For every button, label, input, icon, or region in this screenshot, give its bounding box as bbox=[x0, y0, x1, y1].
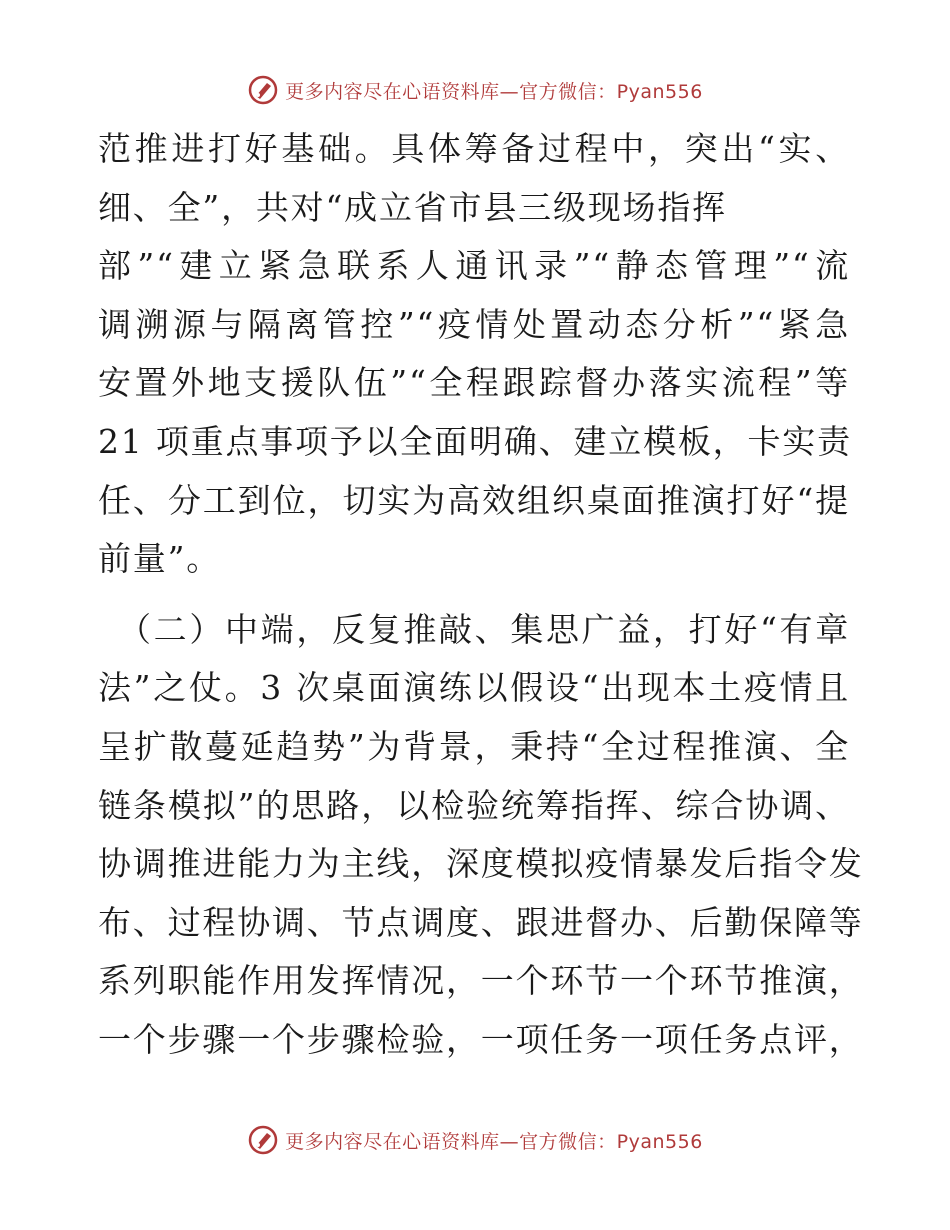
text-line: 协调推进能力为主线，深度模拟疫情暴发后指令发 bbox=[98, 844, 864, 884]
pen-nib-circle-icon bbox=[247, 74, 279, 106]
text-line: 布、过程协调、节点调度、跟进督办、后勤保障等 bbox=[98, 902, 864, 942]
document-body bbox=[98, 120, 864, 1070]
text-line: 一个步骤一个步骤检验，一项任务一项任务点评， bbox=[98, 1019, 864, 1059]
text-line: 前量”。 bbox=[98, 539, 222, 579]
text-line: 细、全”，共对“成立省市县三级现场指挥 bbox=[98, 187, 727, 227]
footer-watermark bbox=[0, 1124, 950, 1156]
text-line: （二）中端，反复推敲、集思广益，打好“有章 bbox=[118, 609, 850, 649]
text-line: 系列职能作用发挥情况，一个环节一个环节推演， bbox=[98, 961, 864, 1001]
text-line: 链条模拟”的思路，以检验统筹指挥、综合协调、 bbox=[98, 785, 850, 825]
text-line: 21 项重点事项予以全面明确、建立模板，卡实责 bbox=[98, 421, 852, 461]
pen-nib-circle-icon bbox=[247, 1124, 279, 1156]
text-line: 安置外地支援队伍”“全程跟踪督办落实流程”等 bbox=[98, 363, 850, 403]
paragraph-1 bbox=[98, 120, 850, 589]
paragraph-2 bbox=[98, 601, 864, 1070]
text-line: 范推进打好基础。具体筹备过程中，突出“实、 bbox=[98, 129, 850, 168]
text-line: 调溯源与隔离管控”“疫情处置动态分析”“紧急 bbox=[98, 304, 850, 344]
text-line: 部”“建立紧急联系人通讯录”“静态管理”“流 bbox=[98, 246, 850, 286]
header-watermark bbox=[0, 74, 950, 106]
watermark-text: 更多内容尽在心语资料库—官方微信：Pyan556 bbox=[285, 80, 703, 103]
text-line: 呈扩散蔓延趋势”为背景，秉持“全过程推演、全 bbox=[98, 726, 850, 766]
paragraph-gap bbox=[98, 589, 850, 601]
text-line: 法”之仗。3 次桌面演练以假设“出现本土疫情且 bbox=[98, 668, 850, 708]
watermark-text: 更多内容尽在心语资料库—官方微信：Pyan556 bbox=[285, 1130, 703, 1153]
text-line: 任、分工到位，切实为高效组织桌面推演打好“提 bbox=[98, 480, 850, 520]
